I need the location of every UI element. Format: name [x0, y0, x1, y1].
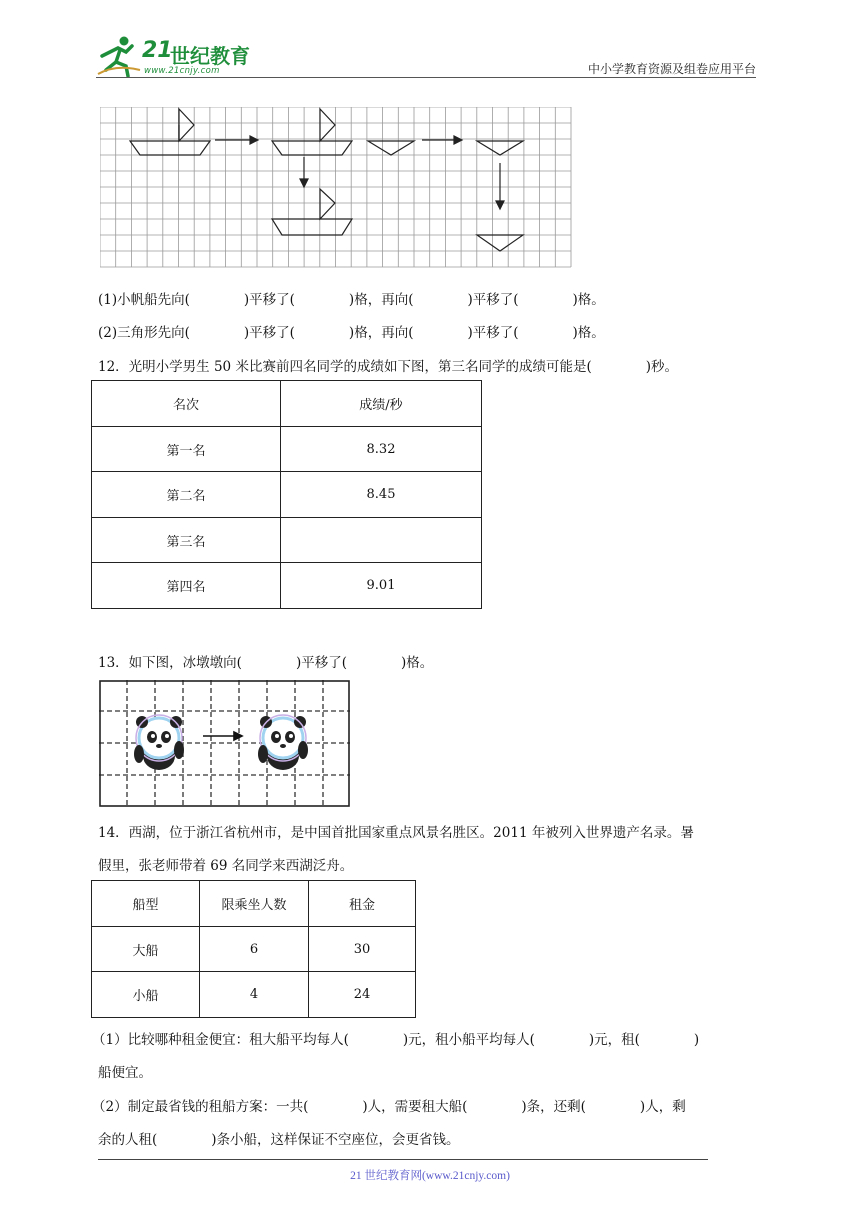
table-cell: 第三名	[92, 518, 281, 563]
logo	[96, 34, 266, 80]
translation-grid-figure	[100, 107, 572, 269]
q11-line-2: (2)三角形先向( )平移了( )格，再向( )平移了( )格。	[98, 325, 605, 341]
table-cell: 8.45	[281, 472, 482, 518]
q14-sub1-line-2: 船便宜。	[98, 1065, 152, 1081]
q14-boat-table	[91, 880, 416, 1018]
footer-text: 21 世纪教育网(www.21cnjy.com)	[350, 1170, 510, 1182]
table-cell: 小船	[92, 972, 200, 1018]
header-divider	[96, 77, 756, 78]
table-cell: 第四名	[92, 563, 281, 609]
runner-logo-icon	[96, 34, 144, 78]
table-cell: 24	[309, 972, 416, 1018]
table-cell: 9.01	[281, 563, 482, 609]
logo-url: www.21cnjy.com	[144, 66, 220, 76]
table-cell: 大船	[92, 927, 200, 972]
q14-sub2-line-1: （2）制定最省钱的租船方案：一共( )人，需要租大船( )条，还剩( )人，剩	[92, 1099, 686, 1115]
table-header: 名次	[92, 381, 281, 427]
bingdwendwen-original-icon	[134, 715, 184, 770]
table-cell: 6	[200, 927, 309, 972]
q14-question-line-1: 14．西湖，位于浙江省杭州市，是中国首批国家重点风景名胜区。2011 年被列入世界遗产名录。暑	[98, 825, 694, 841]
arrow-right-icon	[215, 136, 258, 144]
table-header: 租金	[309, 881, 416, 927]
q14-question-line-2: 假里，张老师带着 69 名同学来西湖泛舟。	[98, 858, 354, 874]
table-header: 限乘坐人数	[200, 881, 309, 927]
sailboat-middle	[272, 109, 352, 155]
bingdwendwen-grid-figure	[99, 680, 351, 808]
q14-sub2-line-2: 余的人租( )条小船，这样保证不空座位，会更省钱。	[98, 1132, 460, 1148]
platform-name: 中小学教育资源及组卷应用平台	[587, 62, 756, 76]
sailboat-final	[272, 189, 352, 235]
q12-results-table	[91, 380, 482, 609]
q11-line-1: (1)小帆船先向( )平移了( )格，再向( )平移了( )格。	[98, 292, 605, 308]
q12-question: 12．光明小学男生 50 米比赛前四名同学的成绩如下图，第三名同学的成绩可能是( )秒。	[98, 359, 678, 375]
triangle-middle	[477, 141, 523, 155]
arrow-down-icon	[300, 157, 308, 187]
table-cell: 第一名	[92, 427, 281, 472]
q14-sub1-line-1: （1）比较哪种租金便宜：租大船平均每人( )元，租小船平均每人( )元，租( )	[92, 1032, 700, 1048]
arrow-down-icon	[496, 163, 504, 209]
footer-divider	[98, 1159, 708, 1160]
arrow-right-icon	[422, 136, 462, 144]
table-cell: 30	[309, 927, 416, 972]
table-header: 船型	[92, 881, 200, 927]
table-cell: 8.32	[281, 427, 482, 472]
triangle-final	[477, 235, 523, 251]
sailboat-original	[130, 109, 210, 155]
bingdwendwen-moved-icon	[258, 715, 308, 770]
triangle-original	[368, 141, 414, 155]
logo-name: 世纪教育	[170, 44, 250, 68]
arrow-right-icon	[203, 732, 242, 740]
table-cell: 第二名	[92, 472, 281, 518]
logo-number: 21	[142, 38, 173, 63]
table-header: 成绩/秒	[281, 381, 482, 427]
table-cell: 4	[200, 972, 309, 1018]
q13-question: 13．如下图，冰墩墩向( )平移了( )格。	[98, 655, 434, 671]
table-cell	[281, 518, 482, 563]
